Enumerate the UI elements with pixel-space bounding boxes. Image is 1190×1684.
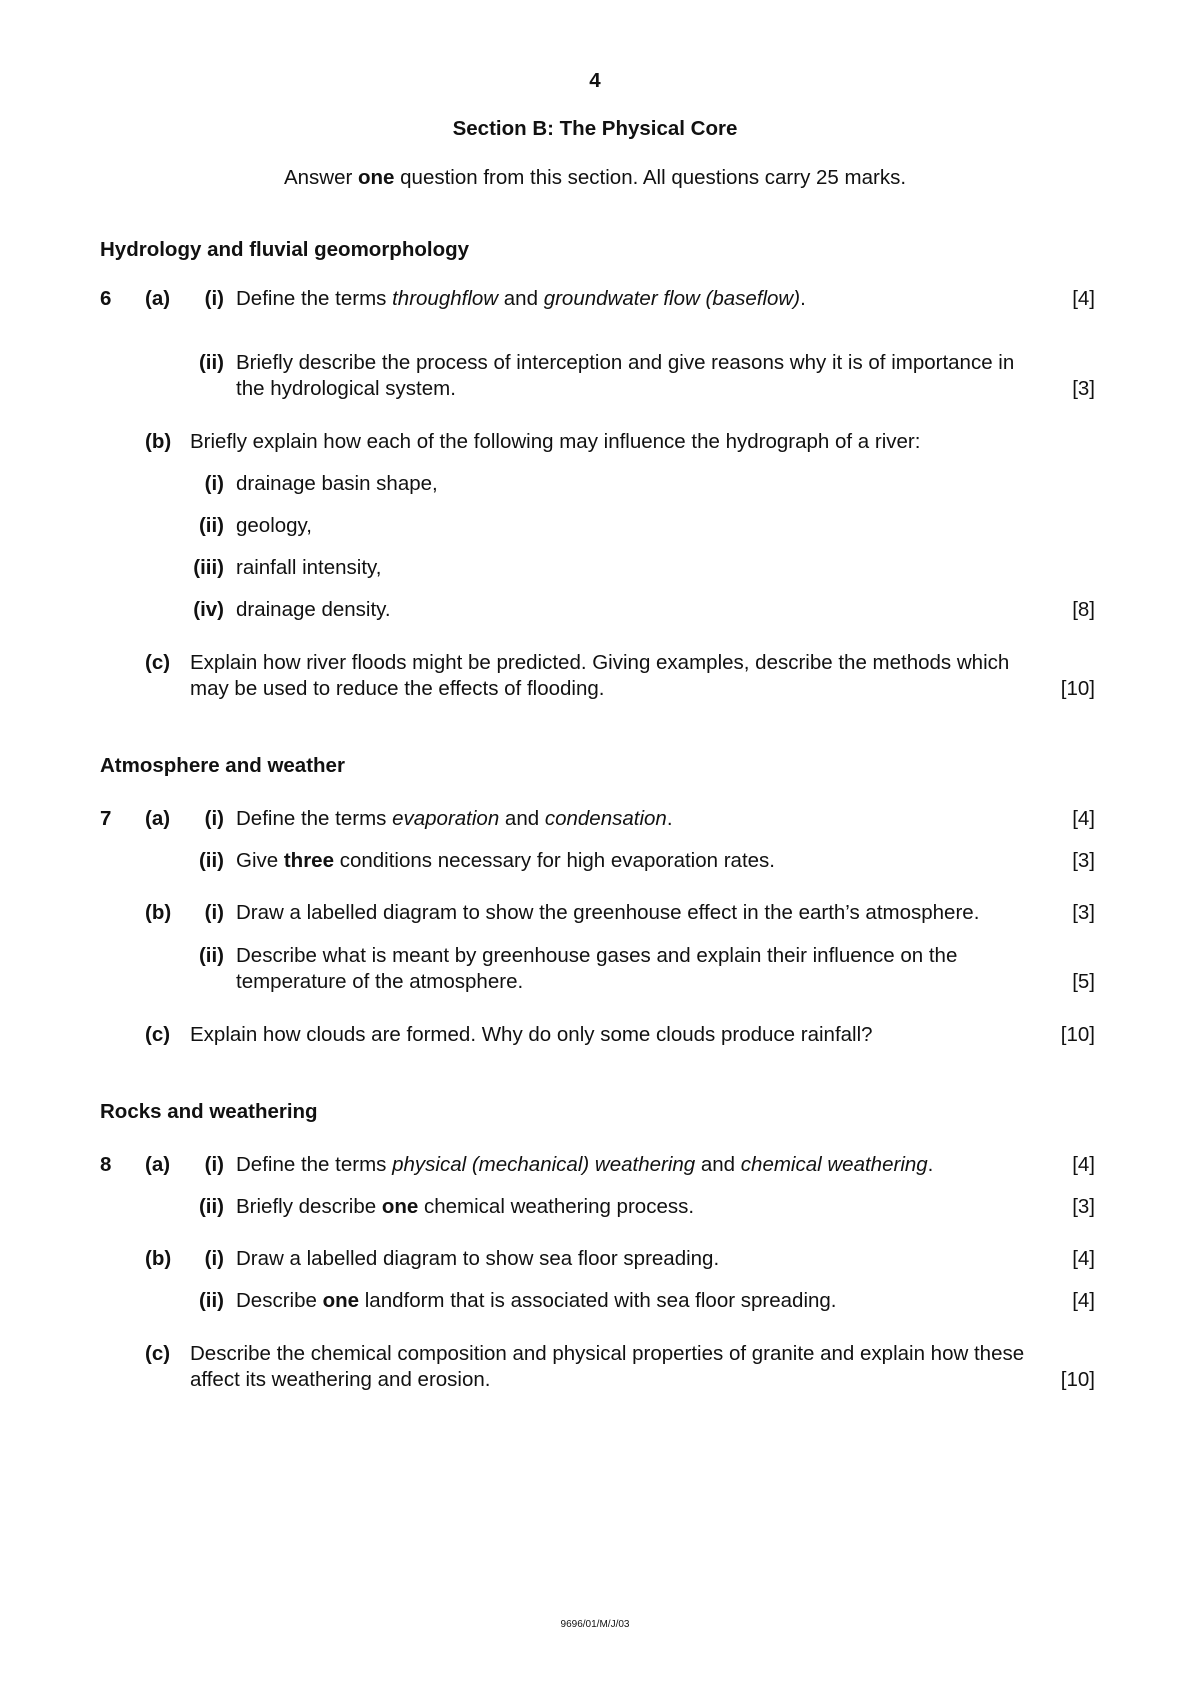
section-instructions: Answer one question from this section. All questions carry 25 marks.	[283, 166, 907, 189]
q8-b-i-mark: [4]	[1072, 1247, 1095, 1270]
q8-part-a-label: (a)	[145, 1153, 171, 1176]
q6-part-b-label: (b)	[145, 430, 172, 453]
q6-b-iv-label: (iv)	[193, 598, 224, 621]
page-number: 4	[589, 69, 601, 92]
footer-code: 9696/01/M/J/03	[560, 1619, 630, 1630]
question-number-7: 7	[100, 807, 112, 830]
q7-part-a-label: (a)	[145, 807, 171, 830]
q7-a-i-text: Define the terms evaporation and condensation.	[236, 807, 673, 830]
q6-b-iv-text: drainage density.	[236, 598, 391, 621]
q8-b-ii-label: (ii)	[198, 1289, 224, 1312]
q6-b-ii-text: geology,	[236, 514, 312, 537]
q8-a-i-label: (i)	[204, 1153, 224, 1176]
q6-b-i-text: drainage basin shape,	[236, 472, 438, 495]
q7-b-ii-line1: Describe what is meant by greenhouse gases and explain their influence on the	[236, 944, 958, 967]
q6-a-ii-line1: Briefly describe the process of interception and give reasons why it is of importance in	[236, 351, 1015, 374]
q6-b-iii-text: rainfall intensity,	[236, 556, 382, 579]
q8-a-ii-label: (ii)	[198, 1195, 224, 1218]
q7-part-b-label: (b)	[145, 901, 172, 924]
q8-a-i-mark: [4]	[1072, 1153, 1095, 1176]
q7-a-ii-label: (ii)	[198, 849, 224, 872]
q7-b-ii-mark: [5]	[1072, 970, 1095, 993]
q7-a-i-mark: [4]	[1072, 807, 1095, 830]
q6-c-mark: [10]	[1060, 677, 1095, 700]
q6-part-a-label: (a)	[145, 287, 171, 310]
q7-a-ii-mark: [3]	[1072, 849, 1095, 872]
q8-part-c-label: (c)	[145, 1342, 171, 1365]
q6-part-c-label: (c)	[145, 651, 171, 674]
q8-c-line2: affect its weathering and erosion.	[190, 1368, 491, 1391]
q6-a-i-text: Define the terms throughflow and groundwater flow (baseflow).	[236, 287, 806, 310]
q6-a-ii-label: (ii)	[198, 351, 224, 374]
q7-a-ii-text: Give three conditions necessary for high evaporation rates.	[236, 849, 776, 872]
q8-b-i-text: Draw a labelled diagram to show sea floor spreading.	[236, 1247, 720, 1270]
q6-a-ii-line2: the hydrological system.	[236, 377, 456, 400]
q8-b-ii-mark: [4]	[1072, 1289, 1095, 1312]
q6-c-line2: may be used to reduce the effects of flooding.	[190, 677, 605, 700]
q6-a-ii-mark: [3]	[1072, 377, 1095, 400]
q8-a-ii-text: Briefly describe one chemical weathering process.	[236, 1195, 695, 1218]
q6-b-text: Briefly explain how each of the following may influence the hydrograph of a river:	[190, 430, 921, 453]
q6-a-i-label: (i)	[204, 287, 224, 310]
q7-c-mark: [10]	[1060, 1023, 1095, 1046]
section-title: Section B: The Physical Core	[452, 117, 738, 140]
q8-b-ii-text: Describe one landform that is associated with sea floor spreading.	[236, 1289, 837, 1312]
q8-a-i-text: Define the terms physical (mechanical) weathering and chemical weathering.	[236, 1153, 934, 1176]
q6-b-ii-label: (ii)	[198, 514, 224, 537]
q8-a-ii-mark: [3]	[1072, 1195, 1095, 1218]
q8-c-line1: Describe the chemical composition and physical properties of granite and explain how these	[190, 1342, 1025, 1365]
topic-heading-atmosphere: Atmosphere and weather	[100, 754, 345, 777]
q7-b-ii-line2: temperature of the atmosphere.	[236, 970, 524, 993]
question-number-8: 8	[100, 1153, 112, 1176]
q6-b-mark: [8]	[1072, 598, 1095, 621]
q6-a-i-mark: [4]	[1072, 287, 1095, 310]
topic-heading-hydrology: Hydrology and fluvial geomorphology	[100, 238, 470, 261]
q7-c-text: Explain how clouds are formed. Why do only some clouds produce rainfall?	[190, 1023, 873, 1046]
topic-heading-rocks: Rocks and weathering	[100, 1100, 318, 1123]
q7-b-i-text: Draw a labelled diagram to show the greenhouse effect in the earth’s atmosphere.	[236, 901, 980, 924]
q7-a-i-label: (i)	[204, 807, 224, 830]
question-number-6: 6	[100, 287, 112, 310]
q6-b-iii-label: (iii)	[193, 556, 224, 579]
q7-part-c-label: (c)	[145, 1023, 171, 1046]
q8-c-mark: [10]	[1060, 1368, 1095, 1391]
q7-b-i-label: (i)	[204, 901, 224, 924]
q8-b-i-label: (i)	[204, 1247, 224, 1270]
q8-part-b-label: (b)	[145, 1247, 172, 1270]
q7-b-ii-label: (ii)	[198, 944, 224, 967]
q7-b-i-mark: [3]	[1072, 901, 1095, 924]
q6-c-line1: Explain how river floods might be predicted. Giving examples, describe the methods which	[190, 651, 1010, 674]
q6-b-i-label: (i)	[204, 472, 224, 495]
